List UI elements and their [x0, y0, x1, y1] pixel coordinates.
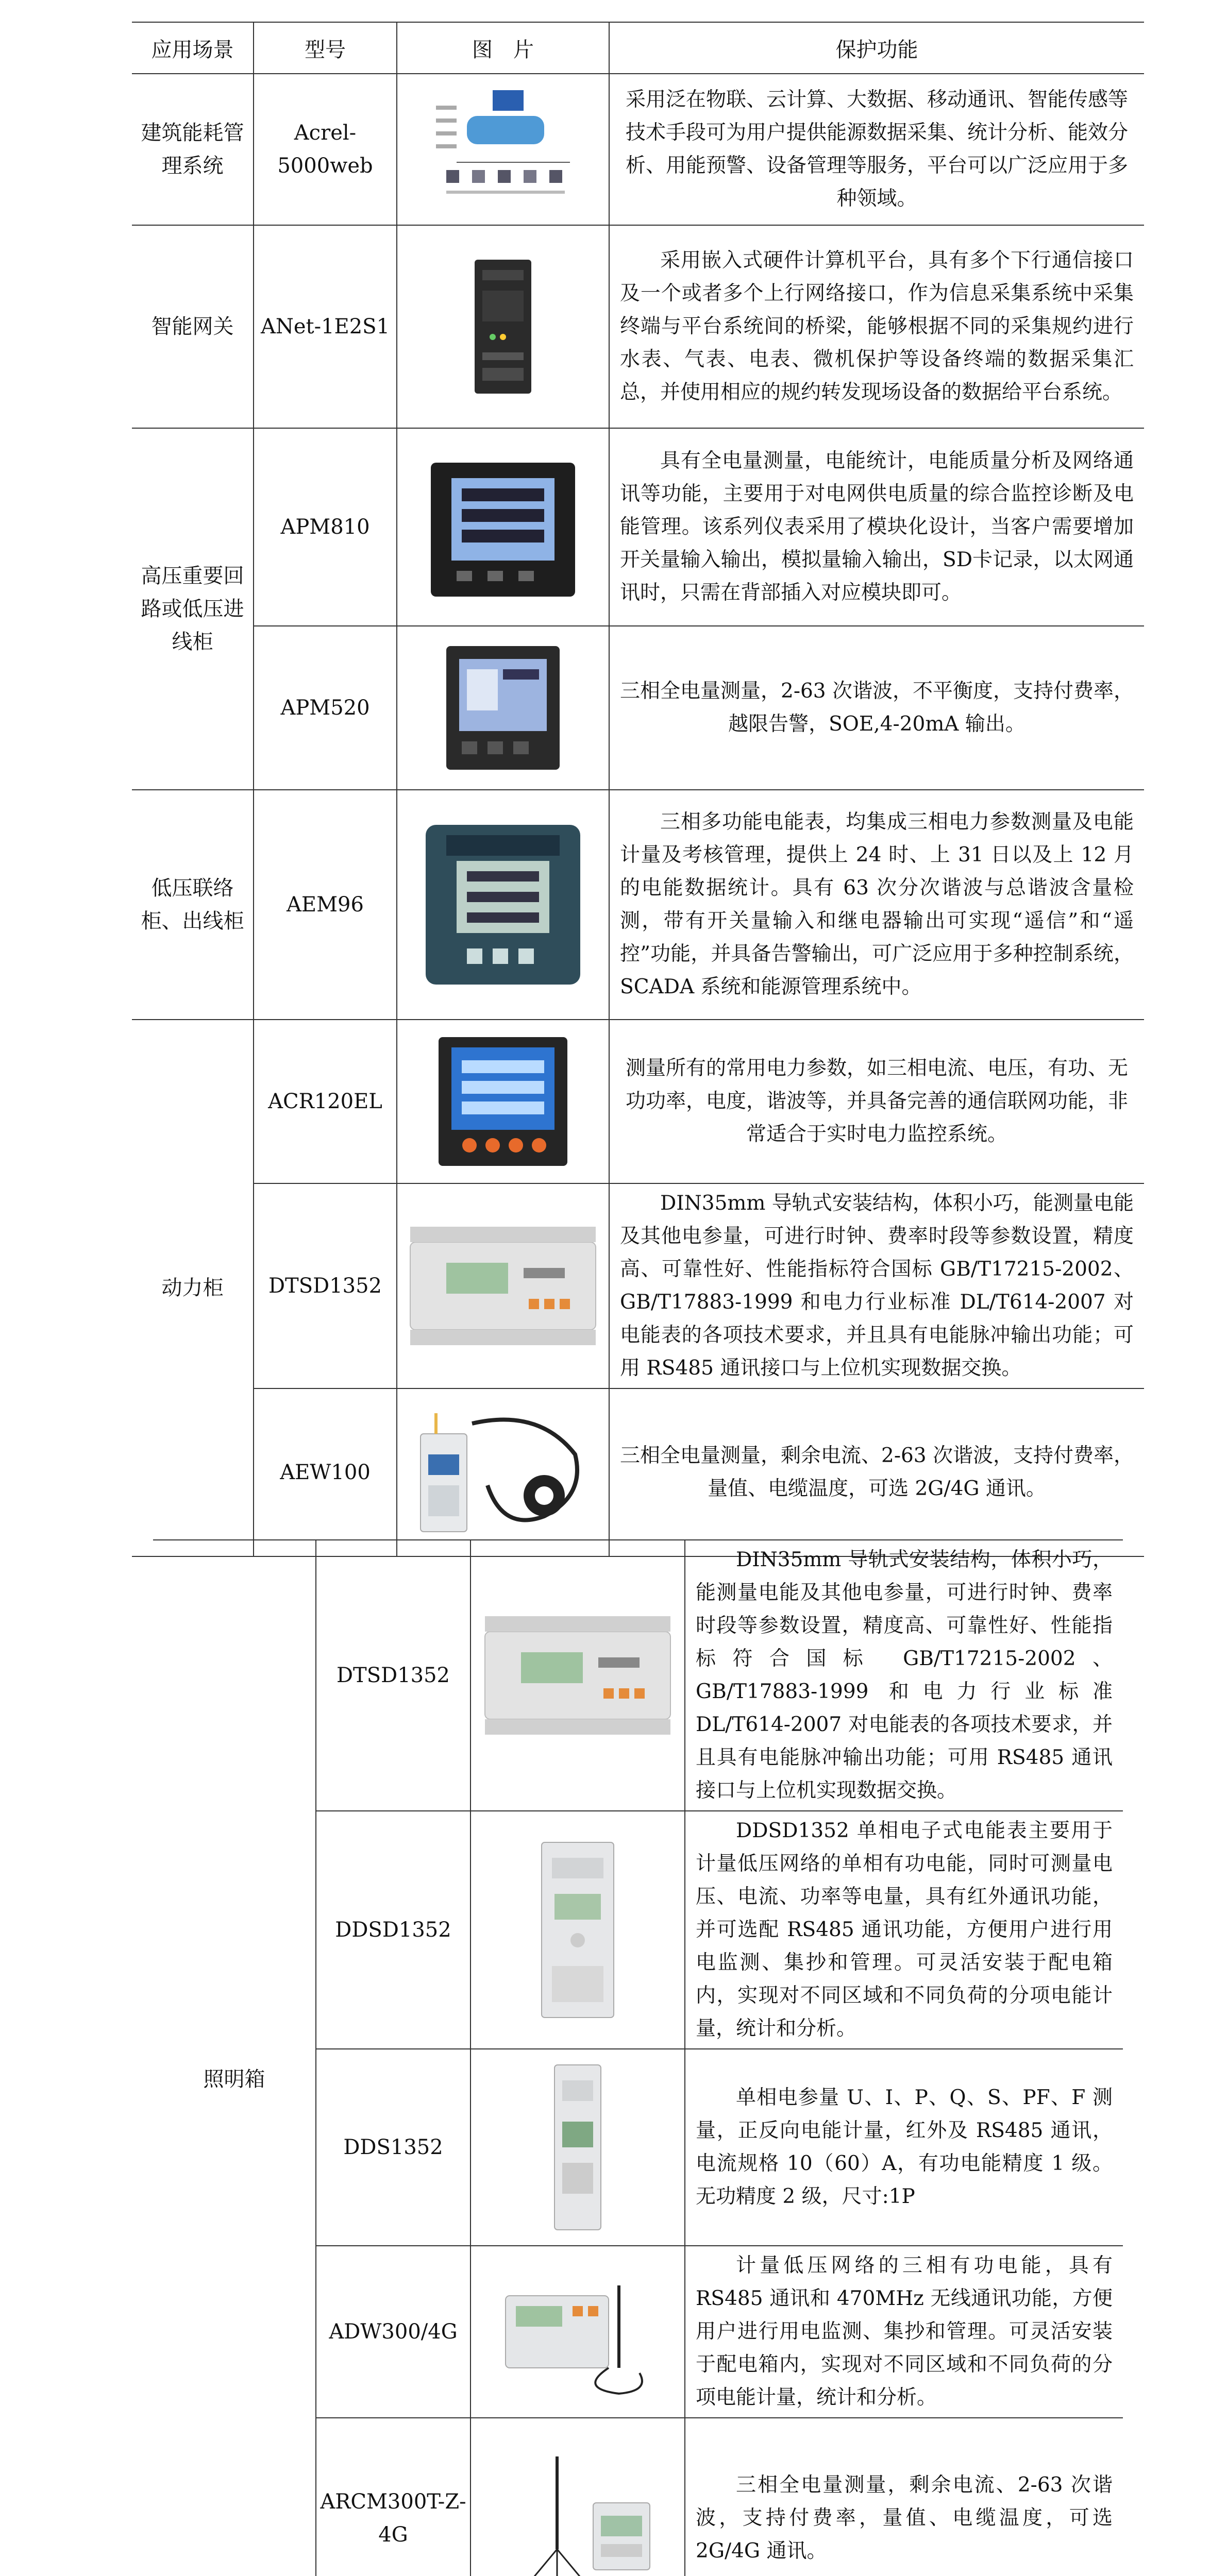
model-cell: DDS1352 [316, 2049, 470, 2246]
table-header-row [132, 22, 1144, 74]
model-cell: APM810 [254, 428, 397, 626]
meter-apm810-icon [397, 428, 609, 626]
function-cell: 采用嵌入式硬件计算机平台，具有多个下行通信接口及一个或者多个上行网络接口，作为信息采集系统中采集终端与平台系统间的桥梁，能够根据不同的采集规约进行水表、气表、电表、微机保护等设备终端的数据采集汇总，并使用相应的规约转发现场设备的数据给平台系统。 [609, 225, 1144, 428]
table-row [132, 790, 1144, 1020]
function-cell: 计量低压网络的三相有功电能，具有 RS485 通讯和 470MHz 无线通讯功能，方便用户进行用电监测、集抄和管理。可灵活安装于配电箱内，实现对不同区域和不同负荷的分项电能计量，统计和分析。 [685, 2246, 1123, 2418]
din-rail-meter-icon [470, 1540, 685, 1811]
header-picture: 图 片 [397, 22, 609, 74]
scene-cell: 低压联络柜、出线柜 [132, 790, 254, 1020]
product-table-1 [132, 22, 1144, 1557]
meter-apm520-icon [397, 626, 609, 790]
model-cell: APM520 [254, 626, 397, 790]
model-cell: ARCM300T-Z-4G [316, 2418, 470, 2576]
table-row [132, 1388, 1144, 1556]
model-cell: AEM96 [254, 790, 397, 1020]
function-cell: 单相电参量 U、I、P、Q、S、PF、F 测量，正反向电能计量，红外及 RS485 通讯，电流规格 10（60）A，有功电能精度 1 级。无功精度 2 级，尺寸:1P [685, 2049, 1123, 2246]
scene-cell: 动力柜 [132, 1020, 254, 1556]
model-cell: AEW100 [254, 1388, 397, 1556]
residual-current-meter-icon [470, 2418, 685, 2576]
model-cell: DTSD1352 [254, 1183, 397, 1388]
meter-acr120el-icon [397, 1020, 609, 1183]
table-row [132, 74, 1144, 225]
single-phase-meter-icon [470, 1811, 685, 2049]
function-cell: DDSD1352 单相电子式电能表主要用于计量低压网络的单相有功电能，同时可测量电压、电流、功率等电量，具有红外通讯功能，并可选配 RS485 通讯功能，方便用户进行用电监测、集抄和管理。可灵活安装于配电箱内，实现对不同区域和不同负荷的分项电能计量，统计和分析。 [685, 1811, 1123, 2049]
function-cell: 三相多功能电能表，均集成三相电力参数测量及电能计量及考核管理，提供上 24 时、上 31 日以及上 12 月的电能数据统计。具有 63 次分次谐波与总谐波含量检测，带有开关量输入和继电器输出可实现“遥信”和“遥控”功能，并具备告警输出，可广泛应用于多种控制系统，SCADA 系统和能源管理系统中。 [609, 790, 1144, 1020]
function-cell: 采用泛在物联、云计算、大数据、移动通讯、智能传感等技术手段可为用户提供能源数据采集、统计分析、能效分析、用能预警、设备管理等服务，平台可以广泛应用于多种领域。 [609, 74, 1144, 225]
scene-cell: 建筑能耗管理系统 [132, 74, 254, 225]
header-scene: 应用场景 [132, 22, 254, 74]
function-cell: 三相全电量测量，剩余电流、2-63 次谐波，支持付费率，量值、电缆温度，可选 2G/4G 通讯。 [685, 2418, 1123, 2576]
wireless-meter-ct-icon [397, 1388, 609, 1556]
compact-meter-icon [470, 2049, 685, 2246]
table-row [132, 428, 1144, 626]
table-row [132, 1183, 1144, 1388]
platform-diagram-icon [397, 74, 609, 225]
model-cell: DDSD1352 [316, 1811, 470, 2049]
model-cell: ANet-1E2S1 [254, 225, 397, 428]
header-function: 保护功能 [609, 22, 1144, 74]
table-row [132, 225, 1144, 428]
model-cell: ADW300/4G [316, 2246, 470, 2418]
model-cell: ACR120EL [254, 1020, 397, 1183]
scene-cell: 高压重要回路或低压进线柜 [132, 428, 254, 790]
function-cell: 测量所有的常用电力参数，如三相电流、电压，有功、无功功率，电度，谐波等，并具备完善的通信联网功能，非常适合于实时电力监控系统。 [609, 1020, 1144, 1183]
din-rail-meter-icon [397, 1183, 609, 1388]
scene-cell: 照明箱 [153, 1540, 316, 2576]
wireless-meter-antenna-icon [470, 2246, 685, 2418]
function-cell: 三相全电量测量，2-63 次谐波，不平衡度，支持付费率，越限告警，SOE,4-20mA 输出。 [609, 626, 1144, 790]
function-cell: 三相全电量测量，剩余电流、2-63 次谐波，支持付费率，量值、电缆温度，可选 2G/4G 通讯。 [609, 1388, 1144, 1556]
model-cell: Acrel-5000web [254, 74, 397, 225]
table-row [132, 626, 1144, 790]
meter-aem96-icon [397, 790, 609, 1020]
scene-cell: 智能网关 [132, 225, 254, 428]
model-cell: DTSD1352 [316, 1540, 470, 1811]
table-row [132, 1020, 1144, 1183]
function-cell: 具有全电量测量，电能统计，电能质量分析及网络通讯等功能，主要用于对电网供电质量的综合监控诊断及电能管理。该系列仪表采用了模块化设计，当客户需要增加开关量输入输出，模拟量输入输出，SD卡记录，以太网通讯时，只需在背部插入对应模块即可。 [609, 428, 1144, 626]
table-row [153, 1540, 1123, 1811]
gateway-device-icon [397, 225, 609, 428]
header-model: 型号 [254, 22, 397, 74]
product-table-2 [153, 1539, 1123, 2576]
function-cell: DIN35mm 导轨式安装结构，体积小巧，能测量电能及其他电参量，可进行时钟、费率时段等参数设置，精度高、可靠性好、性能指标符合国标 GB/T17215-2002、GB/T17883-1999 和电力行业标准 DL/T614-2007 对电能表的各项技术要求，并且具有电能脉冲输出功能；可用 RS485 通讯接口与上位机实现数据交换。 [609, 1183, 1144, 1388]
function-cell: DIN35mm 导轨式安装结构，体积小巧，能测量电能及其他电参量，可进行时钟、费率时段等参数设置，精度高、可靠性好、性能指标符合国标 GB/T17215-2002、GB/T17883-1999 和电力行业标准 DL/T614-2007 对电能表的各项技术要求，并且具有电能脉冲输出功能；可用 RS485 通讯接口与上位机实现数据交换。 [685, 1540, 1123, 1811]
